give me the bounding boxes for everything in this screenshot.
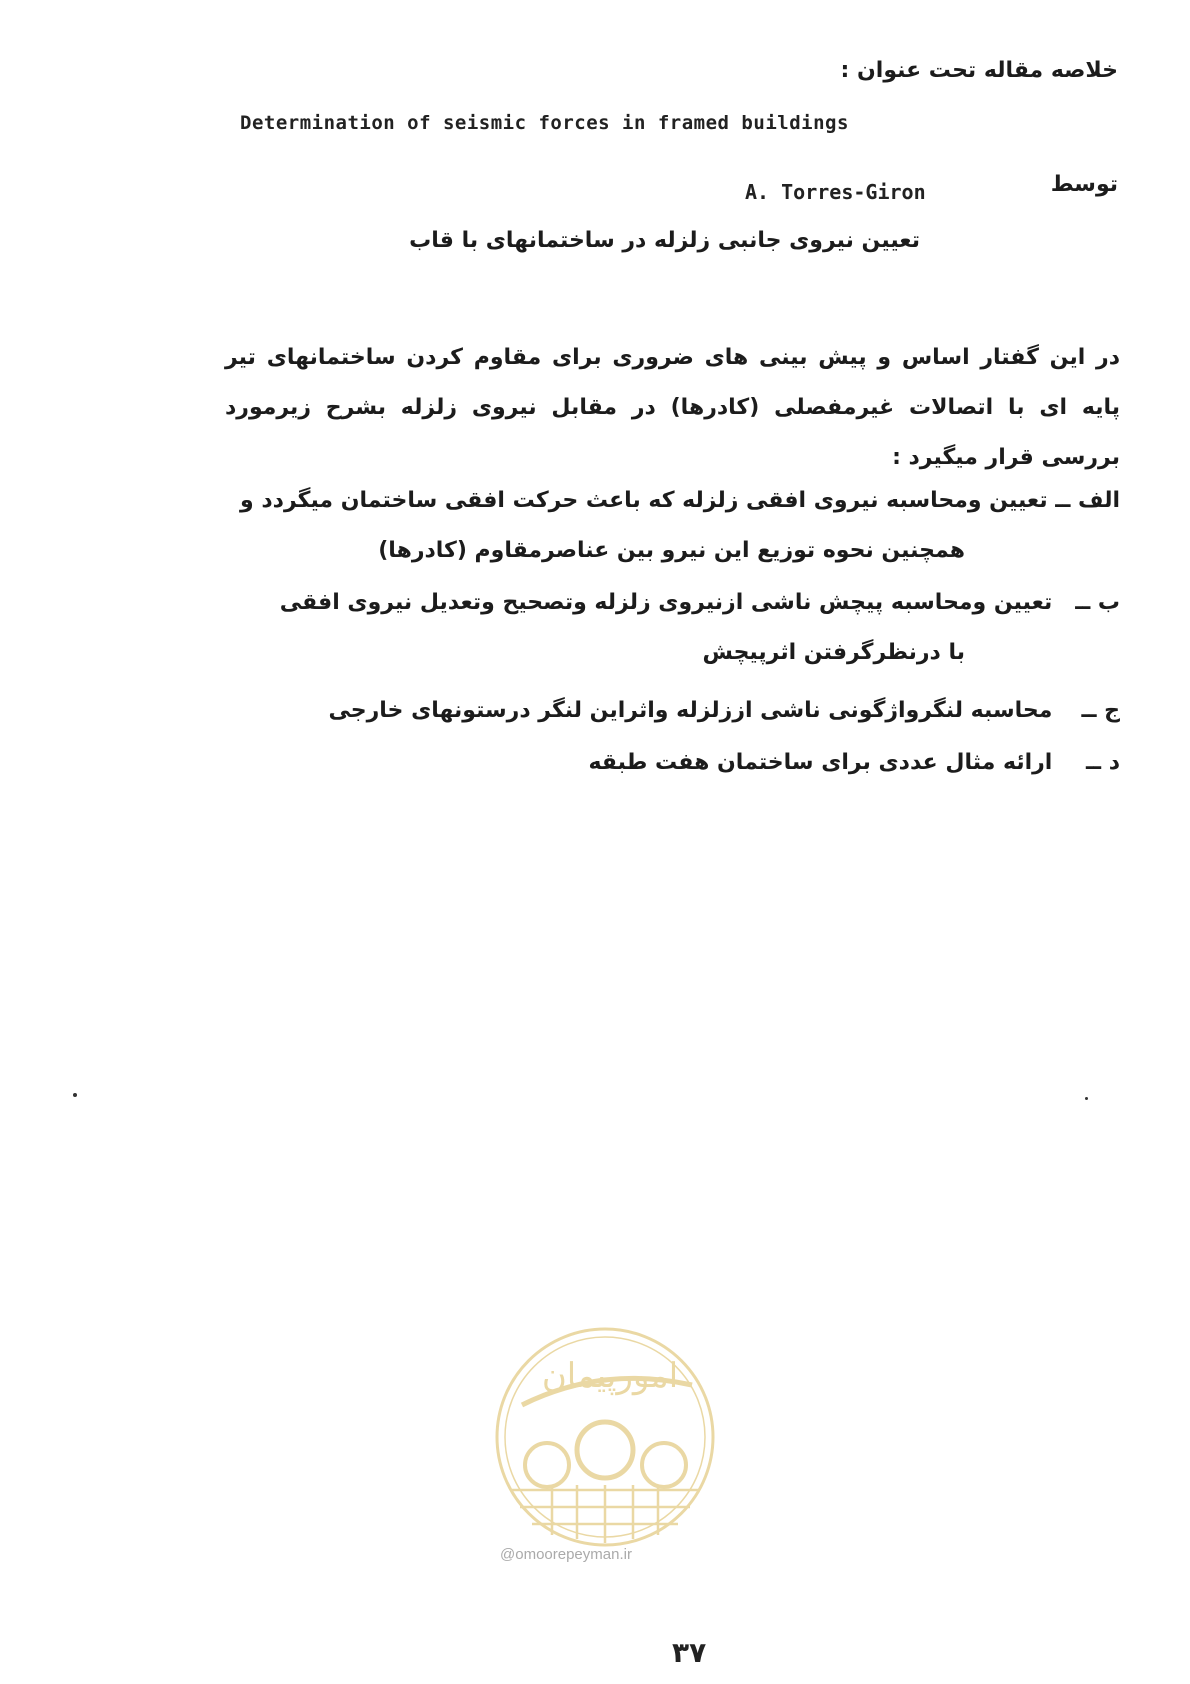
watermark-stamp-logo [492,1325,718,1550]
page-number: ۳۷ [672,1636,707,1669]
stamp-text: امورپیمان [541,1356,679,1396]
author-name: A. Torres-Giron [745,180,926,204]
list-item-continuation: همچنین نحوه توزیع این نیرو بین عناصرمقاوم (کادرها) [378,538,965,563]
list-item-text: تعیین ومحاسبه نیروی افقی زلزله که باعث حرکت افقی ساختمان میگردد و [240,488,1048,513]
list-marker: الف ــ [1055,488,1120,513]
list-item-continuation: با درنظرگرفتن اثرپیچش [702,640,965,665]
list-item-text: محاسبه لنگرواژگونی ناشی اززلزله واثراین لنگر درستونهای خارجی [328,698,1053,723]
list-item-text: ارائه مثال عددی برای ساختمان هفت طبقه [588,750,1053,775]
by-label: توسط [1050,172,1118,197]
list-item-text: تعیین ومحاسبه پیچش ناشی ازنیروی زلزله وتصحیح وتعدیل نیروی افقی [279,590,1053,615]
english-title: Determination of seismic forces in framed buildings [240,112,849,134]
list-item-jim [329,686,1120,736]
list-item-be [280,578,1120,628]
intro-paragraph: در این گفتار اساس و پیش بینی های ضروری برای مقاوم کردن ساختمانهای تیر پایه ای با اتصالات غیرمفصلی (کادرها) در مقابل نیروی زلزله بشرح زیرمورد بررسی قرار میگیرد : [225,345,1120,470]
abstract-heading: خلاصه مقاله تحت عنوان : [840,58,1118,83]
watermark-url: @omoorepeyman.ir [500,1546,632,1563]
scan-speck [1085,1097,1088,1100]
list-item-alef [240,476,1120,526]
list-marker: د ــ [1086,750,1120,775]
scan-speck [73,1093,77,1097]
list-item-dal [588,738,1120,788]
persian-title: تعیین نیروی جانبی زلزله در ساختمانهای با قاب [409,228,920,253]
list-marker: ب ــ [1075,590,1120,615]
list-marker: ج ــ [1081,698,1120,723]
